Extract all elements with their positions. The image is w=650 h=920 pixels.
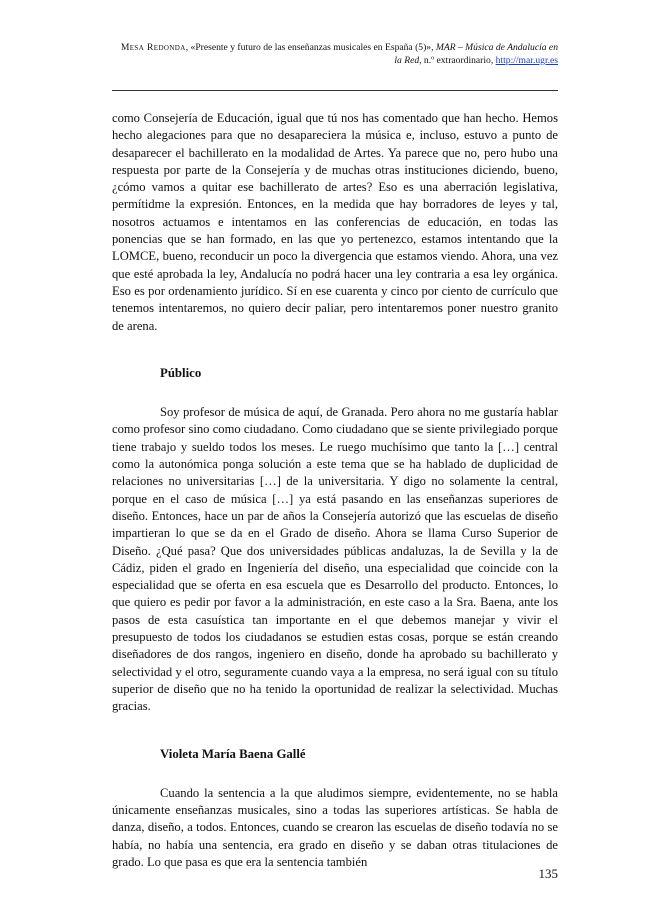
header-article-title: , «Presente y futuro de las enseñanzas musicales en España (5)», [185,42,436,53]
running-header [112,41,558,67]
paragraph-baena: Cuando la sentencia a la que aludimos siempre, evidentemente, no se habla únicamente enseñanzas musicales, sino a todas las superiores artísticas. Se habla de danza, diseño, a todos. Entonces, cuando se crearon las escuelas de diseño todavía no se había, no había una sentencia, era grado en diseño y se daban otras titulaciones de grado. Lo que pasa es que era la sentencia también [112,785,558,869]
page-body [112,110,558,871]
header-divider [112,90,558,91]
header-url-link[interactable]: http://mar.ugr.es [495,55,558,66]
page-number: 135 [538,866,558,881]
speaker-heading-baena: Violeta María Baena Gallé [160,746,306,761]
speaker-heading-publico: Público [160,365,202,380]
paragraph-continued: como Consejería de Educación, igual que tú nos has comentado que han hecho. Hemos hecho alegaciones para que no desapareciera la música e, incluso, estuvo a punto de desaparecer el bachillerato en la modalidad de Artes. Ya parece que no, pero hubo una respuesta por parte de la Consejería y de muchas otras instituciones diciendo, bueno, ¿cómo vamos a quitar ese bachillerato de artes? Eso es una aberración legislativa, permítidme la expresión. Entonces, en la medida que hay borradores de leyes y tal, nosotros actuamos e intentamos en las conferencias de educación, en todas las ponencias que se han formado, en las que yo pertenezco, estamos intentando que la LOMCE, bueno, reconducir un poco la divergencia que estamos viendo. Ahora, una vez que esté aprobada la ley, Andalucía no podrá hacer una ley contraria a esa ley orgánica. Eso es por ordenamiento jurídico. Sí en ese cuarenta y cinco por ciento de currículo que tenemos intentaremos, no quiero decir paliar, pero intentaremos poner nuestro granito de arena. [112,111,558,333]
header-author: Mesa Redonda [120,42,186,53]
header-issue: , n.º extraordinario, [419,55,496,66]
paragraph-publico: Soy profesor de música de aquí, de Granada. Pero ahora no me gustaría hablar como profesor sino como ciudadano. Como ciudadano que se siente privilegiado porque tiene trabajo y sueldo todos los meses. Le ruego muchísimo que tanto la […] central como la autonómica ponga solución a este tema que se ha hablado de duplicidad de relaciones no universitarias […] de la universitaria. Y digo no solamente la central, porque en el caso de música […] ya está pasando en las enseñanzas superiores de diseño. Entonces, hace un par de años la Consejería autorizó que las escuelas de diseño impartieran lo que se da en el Grado de diseño. Ahora se llama Curso Superior de Diseño. ¿Qué pasa? Que dos universidades públicas andaluzas, la de Sevilla y la de Cádiz, piden el grado en Ingeniería del diseño, una especialidad que coincide con la especialidad que se oferta en esa escuela que es Desarrollo del producto. Entonces, lo que quiero es pedir por favor a la administración, en este caso a la Sra. Baena, ante los pasos de esta casuística tan importante en el que debemos manejar y vivir el presupuesto de todos los ciudadanos se estudien estas cosas, porque se están creando diseñadores de dos rangos, ingeniero en diseño, donde ha aprobado su bachillerato y selectividad y el otro, seguramente cuando vaya a la empresa, no será igual con su título superior de diseño que no ha tenido la oportunidad de realizar la selectividad. Muchas gracias. [112,405,558,714]
header-journal: MAR – Música de Andalucía en la Red [394,42,558,66]
